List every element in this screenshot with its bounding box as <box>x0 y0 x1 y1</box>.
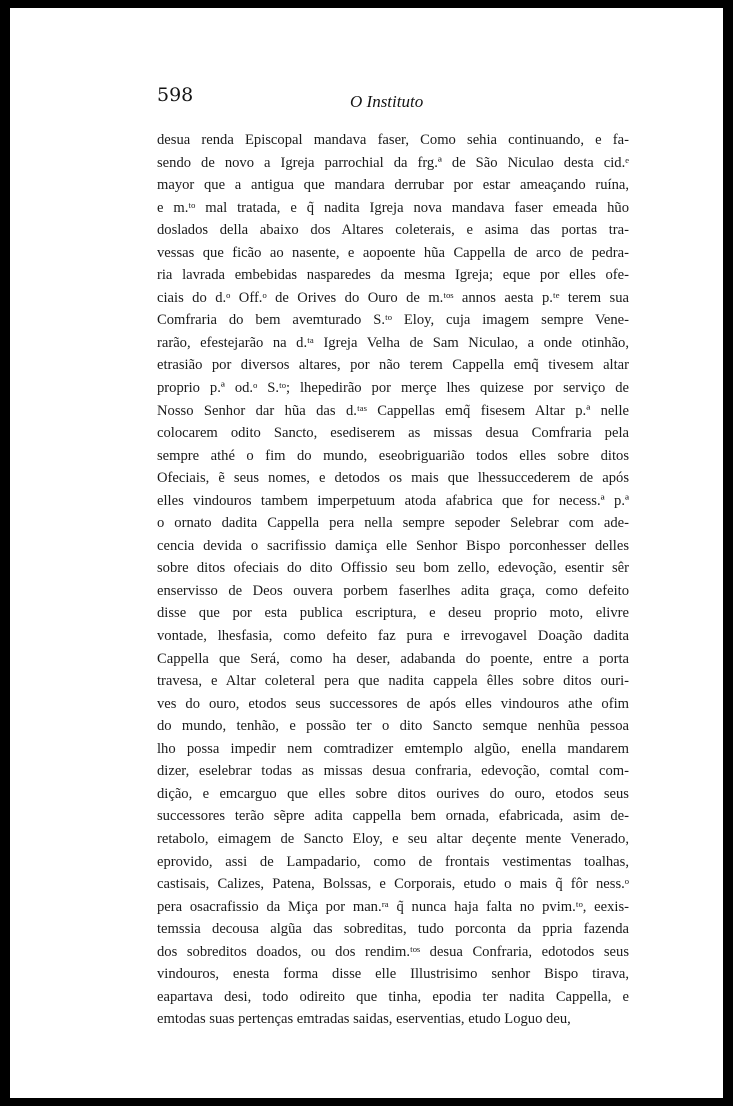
running-title: O Instituto <box>350 92 424 111</box>
text-line: successores terão sẽpre adita cappella bem ornada, efabricada, asim de- <box>157 808 629 825</box>
text-line: proprio p.ª od.ᵒ S.ᵗᵒ; lhepedirão por merçe lhes quizese por serviço de <box>157 380 629 397</box>
text-line: retabolo, eimagem de Sancto Eloy, e seu altar deçente mente Venerado, <box>157 830 629 847</box>
text-line: e m.ᵗᵒ mal tratada, e q̃ nadita Igreja nova mandava faser emeada hũo <box>157 199 629 216</box>
text-line: disse que por esta publica escriptura, e deseu proprio moto, elivre <box>157 605 629 622</box>
text-line: castisais, Calizes, Patena, Bolssas, e Corporais, etudo o mais q̃ fôr ness.ᵒ <box>157 876 629 893</box>
text-line: vontade, lhesfasia, como defeito faz pura e irrevogavel Doação dadita <box>157 628 629 645</box>
text-line: elles vindouros tambem imperpetuum atoda afabrica que for necess.ª p.ª <box>157 492 629 509</box>
text-line: ciais do d.ᵒ Off.ᵒ de Orives do Ouro de m.ᵗᵒˢ annos aesta p.ᵗᵉ terem sua <box>157 289 629 306</box>
text-line: Comfraria do bem avemturado S.ᵗᵒ Eloy, cuja imagem sempre Vene- <box>157 312 629 329</box>
text-line: colocarem odito Sancto, esediserem as missas desua Comfraria pela <box>157 425 629 442</box>
text-line: doslados della abaixo dos Altares coleterais, e asima das portas tra- <box>157 222 629 239</box>
text-line: sendo de novo a Igreja parrochial da frg.ª de São Niculao desta cid.ᵉ <box>157 154 629 171</box>
text-line: rarão, efestejarão na d.ᵗᵃ Igreja Velha de Sam Niculao, a onde otinhão, <box>157 334 629 351</box>
text-line: eprovido, assi de Lampadario, como de frontais vestimentas toalhas, <box>157 853 629 870</box>
text-line: vessas que ficão ao nasente, e aopoente hũa Cappella de arco de pedra- <box>157 244 629 261</box>
text-line: vindouros, enesta forma disse elle Illustrisimo senhor Bispo tirava, <box>157 966 629 983</box>
text-line: desua renda Episcopal mandava faser, Como sehia continuando, e fa- <box>157 132 629 148</box>
text-line: sempre athé o fim do mundo, eseobriguarião todos elles sobre ditos <box>157 447 629 464</box>
text-line: dos sobreditos doados, ou dos rendim.ᵗᵒˢ desua Confraria, edotodos seus <box>157 943 629 960</box>
text-line: enservisso de Deos ouvera porbem faserlhes adita graça, como defeito <box>157 582 629 599</box>
text-line: sobre ditos ofeciais do dito Offissio seu bom zello, edevoção, esentir sêr <box>157 560 629 577</box>
text-line: Cappella que Será, como ha deser, adabanda do poente, entre a porta <box>157 650 629 667</box>
text-line: eapartava desi, todo odireito que tinha, epodia ter nadita Cappella, e <box>157 988 629 1005</box>
text-line: temssia decousa algũa das sobreditas, tudo porconta da ppria fazenda <box>157 921 629 938</box>
text-line: mayor que a antigua que mandara derrubar por estar ameaçando ruína, <box>157 177 629 194</box>
text-line: dizer, eselebrar todas as missas desua confraria, edevoção, comtal com- <box>157 763 629 780</box>
text-line: o ornato dadita Cappella pera nella sempre sepoder Selebrar com ade- <box>157 515 629 532</box>
text-line: Nosso Senhor dar hũa das d.ᵗᵃˢ Cappellas emq̃ fisesem Altar p.ª nelle <box>157 402 629 419</box>
text-line: emtodas suas pertenças emtradas saidas, eserventias, etudo Loguo deu, <box>157 1011 571 1028</box>
text-line: dição, e emcarguo que elles sobre ditos ourives do ouro, etodos seus <box>157 785 629 802</box>
text-line: ria lavrada embebidas nasparedes da mesma Igreja; eque por elles ofe- <box>157 267 629 284</box>
text-line: travesa, e Altar coleteral pera que nadita cappela êlles sobre ditos ouri- <box>157 673 629 690</box>
book-page <box>10 8 723 1098</box>
body-text <box>157 129 629 1031</box>
text-line: ves do ouro, etodos seus successores de após elles vindouros athe ofim <box>157 695 629 712</box>
text-line: do mundo, tenhão, e possão ter o dito Sancto semque nenhũa pessoa <box>157 718 629 735</box>
text-line: lho possa impedir nem comtradizer emtemplo algũo, enella mandarem <box>157 740 629 757</box>
text-line: etrasião por diversos altares, por não terem Cappella emq̃ tivesem altar <box>157 357 629 374</box>
text-line: cencia devida o sacrifissio damiça elle Senhor Bispo porconhesser delles <box>157 537 629 554</box>
page-number: 598 <box>157 84 194 106</box>
text-line: Ofeciais, ẽ seus nomes, e detodos os mais que lhessuccederem de após <box>157 470 629 487</box>
text-line: pera osacrafissio da Miça por man.ʳᵃ q̃ nunca haja falta no pvim.ᵗᵒ, eexis- <box>157 898 629 915</box>
